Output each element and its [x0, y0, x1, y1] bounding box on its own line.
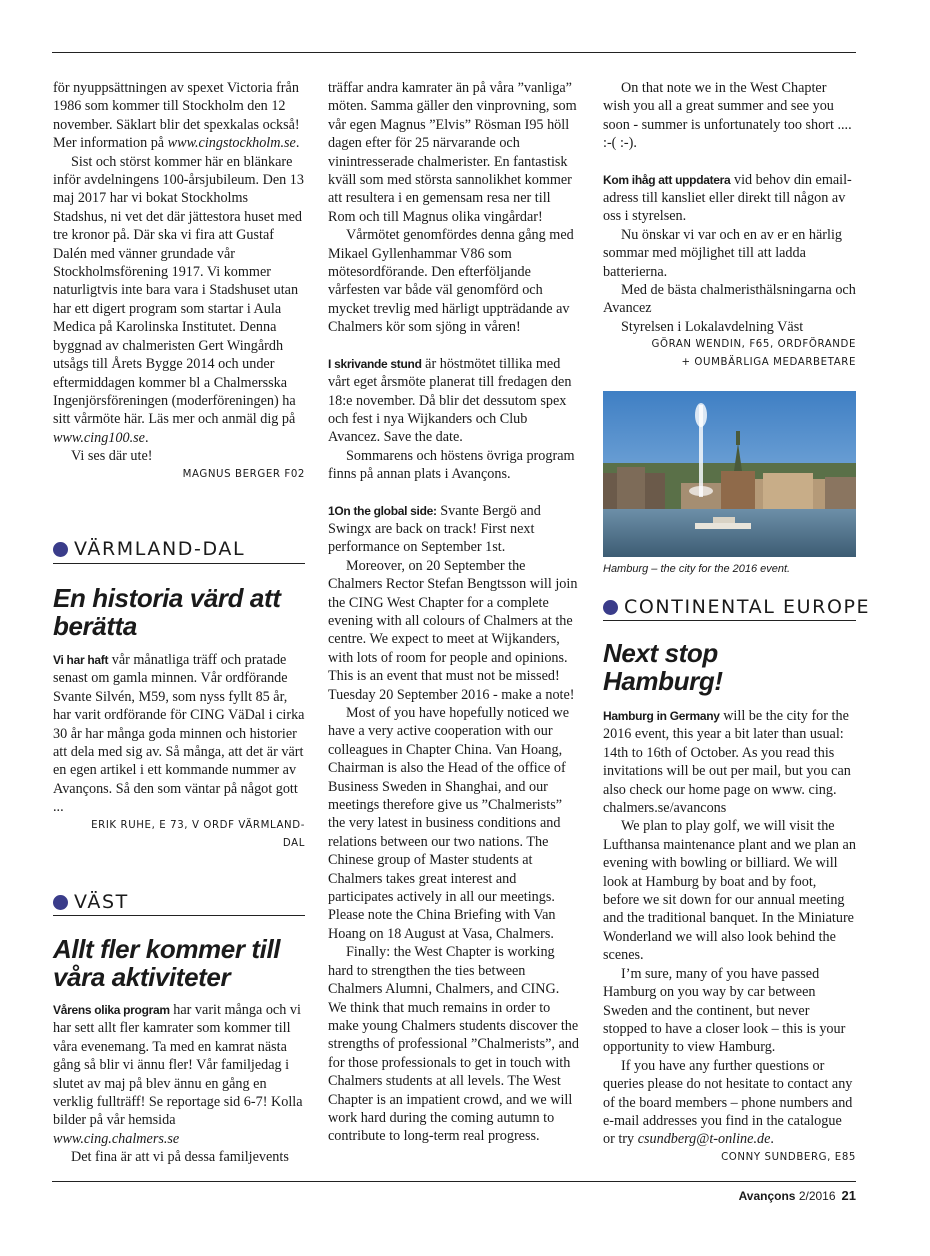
vast-paragraph-2: Det fina är att vi på dessa familjevents	[71, 1149, 289, 1166]
text: .	[770, 1131, 774, 1148]
email-link[interactable]: csundberg@t-online.de	[637, 1131, 771, 1148]
section-title: VÄRMLAND-DAL	[74, 538, 246, 560]
lead-in: Vårens olika program	[53, 1003, 170, 1017]
text: If you have any further questions or queries please do not hesitate to contact any of the board members – phone numbers and e-mail addresses you find in the catalogue or try	[603, 1057, 853, 1148]
byline: + OUMBÄRLIGA MEDARBETARE	[681, 357, 856, 369]
section-bullet-icon	[603, 600, 618, 615]
top-rule	[52, 52, 856, 53]
paragraph: Vårmötet genomfördes denna gång med Mikael Gyllenhammar V86 som mötesordförande. Den efterföljande vårfesten var både väl genomförd och mycket trevlig med härligt uppträdande av Chalmers kör som sjöng in våren!	[328, 227, 574, 336]
paragraph	[603, 707, 856, 817]
paragraph: träffar andra kamrater än på våra ”vanliga” möten. Samma gäller den vinprovning, som vår egen Magnus ”Elvis” Rösman I95 höll dagen efter för 25 närvarande och vinintresserade chalmerister. En fantastisk kväll som med största sannolikhet kommer att resultera i en gemensam resa ner till Rom och till Magnus olika vingårdar!	[328, 80, 577, 225]
text: är höstmötet tillika med vårt eget årsmöte planerat till fredagen den 18:e november. Då blir det dessutom spex och fest i nya Wijkanders och Club Avancez. Save the date.	[328, 355, 572, 446]
column-2	[328, 79, 580, 1146]
text: vår månatliga träff och pratade senast om gamla minnen. Vår ordförande Svante Silvén, M59, som nyss fyllt 85 år, har varit ordförande för CING VäDal i cirka 30 år har många goda minnen och historier att dela med sig av. Så många, att det är värt en egen artikel i ett kommande nummer av Avançons. Så den som väntar på något gott ...	[53, 652, 305, 816]
text: vid behov din email-adress till kansliet eller direkt till någon av oss i styrelsen.	[603, 171, 852, 225]
paragraph	[603, 171, 856, 226]
vast-article	[53, 1001, 305, 1167]
byline: MAGNUS BERGER F02	[182, 468, 305, 480]
headline-vast: Allt fler kommer till våra aktiviteter	[53, 934, 281, 992]
cing-chalmers-link[interactable]: www.cing.chalmers.se	[53, 1130, 180, 1147]
stockholm-continuation	[53, 79, 305, 153]
section-rule	[603, 620, 856, 621]
vast-paragraph	[53, 1001, 305, 1148]
cing100-link[interactable]: www.cing100.se	[53, 429, 145, 446]
paragraph	[328, 355, 580, 447]
photo-caption: Hamburg – the city for the 2016 event.	[603, 563, 791, 575]
varmland-paragraph	[53, 651, 305, 817]
hamburg-cityscape-image	[603, 391, 856, 557]
column-3	[603, 79, 856, 372]
text: för nyuppsättningen av spexet Victoria från 1986 som kommer till Stockholm den 12 november. Säklart blir det spexkalas också! Mer information på	[53, 80, 300, 152]
paragraph: On that note we in the West Chapter wish you all a great summer and see you soon - summer is unfortunately too short .... :-( :-).	[603, 80, 852, 152]
lead-in: 1On the global side:	[328, 503, 437, 518]
section-rule	[53, 563, 305, 564]
text: .	[295, 135, 300, 152]
hamburg-photo	[603, 391, 856, 557]
text: har varit många och vi har sett allt fler kamrater som kommer till våra evenemang. Ta med en kamrat nästa gång så blir vi ännu fler! Vår familjedag i slutet av maj på blev ännu en gång en verklig fullträff! Se reportage sid 6-7! Kolla bilder på vår hemsida	[53, 1002, 303, 1129]
section-title: CONTINENTAL EUROPE	[624, 596, 871, 618]
paragraph: Nu önskar vi var och en av er en härlig sommar med möjlighet till att ladda batterierna.	[603, 226, 843, 280]
hamburg-article	[603, 707, 856, 1167]
paragraph: Moreover, on 20 September the Chalmers Rector Stefan Bengtsson will join the CING West Chapter for a complete evening with all colours of Chalmers at the centre. We expect to meet at Wijkanders, with lots of room for people and opinions. This is an event that must not be missed! Tuesday 20 September 2016 - make a note!	[328, 557, 578, 703]
paragraph	[603, 1057, 856, 1149]
section-bullet-icon	[53, 542, 68, 557]
lead-in: Hamburg in Germany	[603, 709, 720, 723]
headline-hamburg: Next stop Hamburg!	[603, 638, 723, 696]
section-vast	[53, 891, 129, 913]
text: .	[144, 429, 149, 446]
section-continental-europe	[603, 596, 870, 618]
byline: ERIK RUHE, E 73, V ORDF VÄRMLAND-DAL	[91, 819, 305, 849]
jubilee-paragraph	[53, 153, 305, 448]
text: will be the city for the 2016 event, this year a bit later than usual: 14th to 16th of October. As you read this invitations will be out per mail, but you can also check our home page on www. cing. chalmers.se/avancons	[603, 708, 851, 817]
section-bullet-icon	[53, 895, 68, 910]
section-title: VÄST	[74, 891, 129, 913]
magazine-name: Avançons	[738, 1189, 796, 1203]
page-number: 21	[841, 1188, 856, 1203]
paragraph	[328, 502, 580, 557]
byline: GÖRAN WENDIN, F65, ORDFÖRANDE	[651, 339, 856, 351]
paragraph: Sommarens och höstens övriga program finns på annan plats i Avançons.	[328, 447, 575, 483]
page-footer	[739, 1188, 856, 1203]
varmland-article	[53, 651, 305, 853]
issue-number: 2/2016	[795, 1189, 836, 1203]
lead-in: I skrivande stund	[328, 356, 422, 371]
text: Sist och störst kommer här en blänkare inför avdelningens 100-årsjubileum. Den 13 maj 2017 har vi bokat Stockholms Stadshus, ni vet det där jättestora huset med tre kronor på. Där ska vi fira att Gustaf Dalén med vänner grundade vår Stockholmsförening 1917. Vi kommer naturligtvis inte bara vara i Stadshuset utan har ett digert program som startar i Aula Medica på Karolinska Institutet. Denna byggnad av chalmeristen Gert Wingårdh utsågs till Årets Bygge 2014 och under eftermiddagen kommer bl a Chalmersska Ingenjörsföreningen (moderföreningen) ha sitt vårmöte här. Läs mer och anmäl dig på	[53, 153, 304, 428]
section-rule	[53, 915, 305, 916]
paragraph: I’m sure, many of you have passed Hamburg on you way by car between Sweden and the continent, but never stopped to have a closer look – this is your opportunity to view Hamburg.	[603, 965, 846, 1056]
paragraph: Med de bästa chalmeristhälsningarna och Avancez	[603, 282, 856, 317]
paragraph: Finally: the West Chapter is working hard to strengthen the ties between Chalmers Alumni, Chalmers, and CING. We think that much remains in order to make young Chalmers students discover the strengths of professional ”Chalmerists”, and for those professionals to get in touch with Chalmers students at all levels. The West Chapter is an impatient crowd, and we will work hard during the coming autumn to contribute to long-term real progress.	[328, 944, 579, 1145]
closing-line: Vi ses där ute!	[71, 448, 153, 465]
lead-in: Kom ihåg att uppdatera	[603, 172, 731, 187]
lead-in: Vi har haft	[53, 653, 109, 667]
headline-varmland: En historia värd att berätta	[53, 583, 281, 641]
paragraph: Styrelsen i Lokalavdelning Väst	[621, 318, 804, 335]
bottom-rule	[52, 1181, 856, 1182]
paragraph: We plan to play golf, we will visit the Lufthansa maintenance plant and we plan an evening with bowling or billiard. We will look at Hamburg by boat and by foot, before we sit down for our annual meeting and the traditional banquet. In the Miniature Wonderland we will also look behind the scenes.	[603, 818, 856, 964]
paragraph: Most of you have hopefully noticed we have a very active cooperation with our colleagues in Chapter China. Van Hoang, Chairman is also the Head of the office of Business Sweden in Shanghai, and our meetings therefore give us ”Chalmerists” the very latest in business conditions and relations between our two nations. The Chinese group of Master students at Chalmers takes great interest and participates actively in all our meetings. Please note the China Briefing with Van Hoang on 18 August at Vasa, Chalmers.	[328, 705, 570, 942]
section-varmland-dal	[53, 538, 245, 560]
text: Svante Bergö and Swingx are back on track! First next performance on September 1st.	[328, 502, 541, 556]
stockholm-link[interactable]: www.cingstockholm.se	[167, 135, 296, 152]
byline: CONNY SUNDBERG, E85	[721, 1151, 856, 1163]
column-1	[53, 79, 305, 484]
